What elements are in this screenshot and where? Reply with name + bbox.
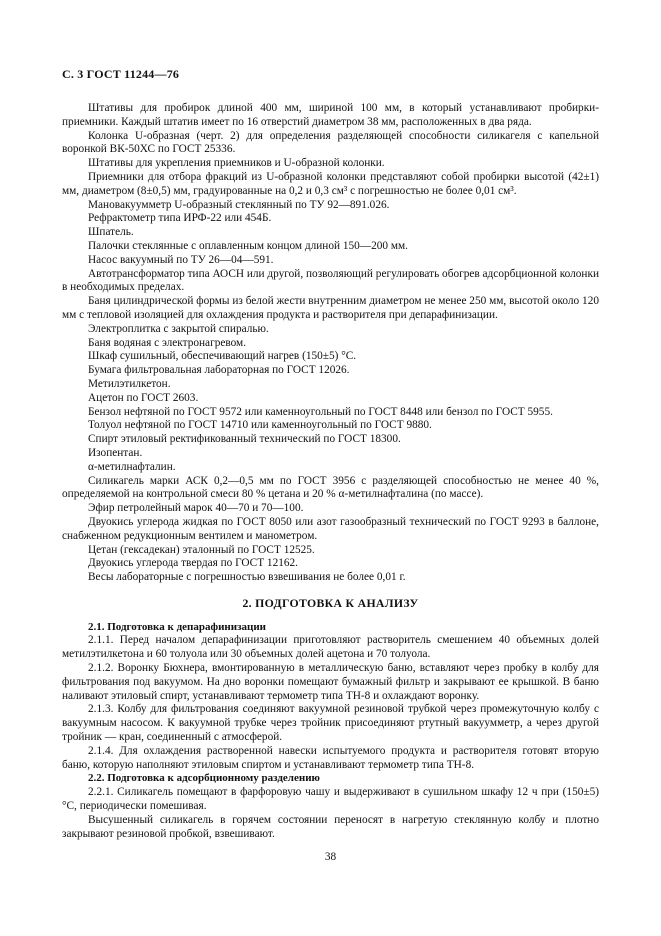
clause-2-2-1-continued: Высушенный силикагель в горячем состоянии переносят в нагретую стеклянную колбу и плотно закрывают резиновой пробкой, взвешивают. — [62, 813, 599, 840]
equipment-item: Изопентан. — [88, 446, 143, 459]
clause-2-1-3: 2.1.3. Колбу для фильтрования соединяют вакуумной резиновой трубкой через промежуточную колбу с вакуумным насосом. К вакуумной трубке через тройник присоединяют ртутный вакуумметр, а через другой тройник — кран, соединенный с атмосферой. — [62, 703, 599, 744]
page-number: 38 — [324, 851, 337, 863]
subsection-heading: 2.2. Подготовка к адсорбционному разделению — [88, 772, 320, 785]
page-header: С. 3 ГОСТ 11244—76 — [62, 67, 180, 81]
equipment-item: Штативы для укрепления приемников и U-образной колонки. — [88, 157, 385, 170]
clause-2-1-1: 2.1.1. Перед началом депарафинизации приготовляют растворитель смешением 40 объемных долей метилэтилкетона и 60 толуола или 30 объемных долей ацетона и 70 толуола. — [62, 634, 599, 661]
subsection-heading: 2.1. Подготовка к депарафинизации — [88, 620, 267, 633]
equipment-item: Ацетон по ГОСТ 2603. — [88, 391, 199, 404]
equipment-item: Шпатель. — [88, 226, 134, 239]
equipment-item: α-метилнафталин. — [88, 460, 176, 473]
equipment-item: Силикагель марки АСК 0,2—0,5 мм по ГОСТ 3956 с разделяющей способностью не менее 40 %, определяемой на контрольной смеси 80 % цетана и 20 % α-метилнафталина (по массе). — [62, 474, 599, 501]
equipment-item: Приемники для отбора фракций из U-образной колонки представляют собой пробирки высотой (42±1) мм, диаметром (8±0,5) мм, градуированные на 0,2 и 0,3 см³ с погрешностью не более 0,01 см³. — [62, 170, 599, 197]
equipment-item: Мановакуумметр U-образный стеклянный по ТУ 92—891.026. — [88, 198, 390, 211]
equipment-item: Палочки стеклянные с оплавленным концом длиной 150—200 мм. — [88, 239, 408, 252]
equipment-item: Весы лабораторные с погрешностью взвешивания не более 0,01 г. — [88, 571, 406, 584]
section-title: 2. ПОДГОТОВКА К АНАЛИЗУ — [242, 595, 419, 610]
equipment-item: Колонка U-образная (черт. 2) для определения разделяющей способности силикагеля с капельной воронкой ВК-50ХС по ГОСТ 25336. — [62, 129, 599, 156]
clause-2-1-4: 2.1.4. Для охлаждения растворенной навески испытуемого продукта и растворителя готовят вторую баню, которую наполняют этиловым спиртом и устанавливают термометр типа ТН-8. — [62, 744, 599, 771]
equipment-item: Двуокись углерода жидкая по ГОСТ 8050 или азот газообразный технический по ГОСТ 9293 в баллоне, снабженном редукционным вентилем и манометром. — [62, 515, 599, 542]
equipment-item: Толуол нефтяной по ГОСТ 14710 или каменноугольный по ГОСТ 9880. — [88, 419, 432, 432]
equipment-item: Спирт этиловый ректификованный технический по ГОСТ 18300. — [88, 433, 401, 446]
clause-2-1-2: 2.1.2. Воронку Бюхнера, вмонтированную в металлическую баню, вставляют через пробку в колбу для фильтрования под вакуумом. На дно воронки помещают бумажный фильтр и закрывают ее крышкой. В баню наливают этиловый спирт, устанавливают термометр типа ТН-8 и охлаждают воронку. — [62, 662, 599, 702]
clause-2-2-1: 2.2.1. Силикагель помещают в фарфоровую чашу и выдерживают в сушильном шкафу 12 ч при (150±5) °С, периодически помешивая. — [62, 786, 599, 813]
equipment-item: Бензол нефтяной по ГОСТ 9572 или каменноугольный по ГОСТ 8448 или бензол по ГОСТ 5955. — [88, 405, 553, 418]
equipment-item: Метилэтилкетон. — [88, 377, 171, 390]
equipment-item: Баня цилиндрической формы из белой жести внутренним диаметром не менее 250 мм, высотой около 120 мм с тепловой изоляцией для охлаждения продукта и растворителя при депарафинизации. — [62, 295, 599, 321]
equipment-item: Электроплитка с закрытой спиралью. — [88, 322, 269, 335]
document-body — [62, 102, 599, 841]
equipment-item: Рефрактометр типа ИРФ-22 или 454Б. — [88, 212, 272, 225]
equipment-item: Шкаф сушильный, обеспечивающий нагрев (150±5) °С. — [88, 350, 357, 363]
equipment-item: Насос вакуумный по ТУ 26—04—591. — [88, 253, 274, 266]
equipment-item: Штативы для пробирок длиной 400 мм, шириной 100 мм, в который устанавливают пробирки-приемники. Каждый штатив имеет по 16 отверстий диаметром 38 мм, расположенных в два ряда. — [62, 102, 599, 128]
equipment-item: Цетан (гексадекан) эталонный по ГОСТ 12525. — [88, 543, 315, 556]
equipment-item: Эфир петролейный марок 40—70 и 70—100. — [88, 502, 304, 515]
equipment-item: Автотрансформатор типа АОСН или другой, позволяющий регулировать обогрев адсорбционной колонки в необходимых пределах. — [62, 267, 599, 294]
equipment-item: Двуокись углерода твердая по ГОСТ 12162. — [88, 557, 299, 570]
equipment-item: Бумага фильтровальная лабораторная по ГОСТ 12026. — [88, 364, 350, 377]
equipment-item: Баня водяная с электронагревом. — [88, 336, 247, 349]
